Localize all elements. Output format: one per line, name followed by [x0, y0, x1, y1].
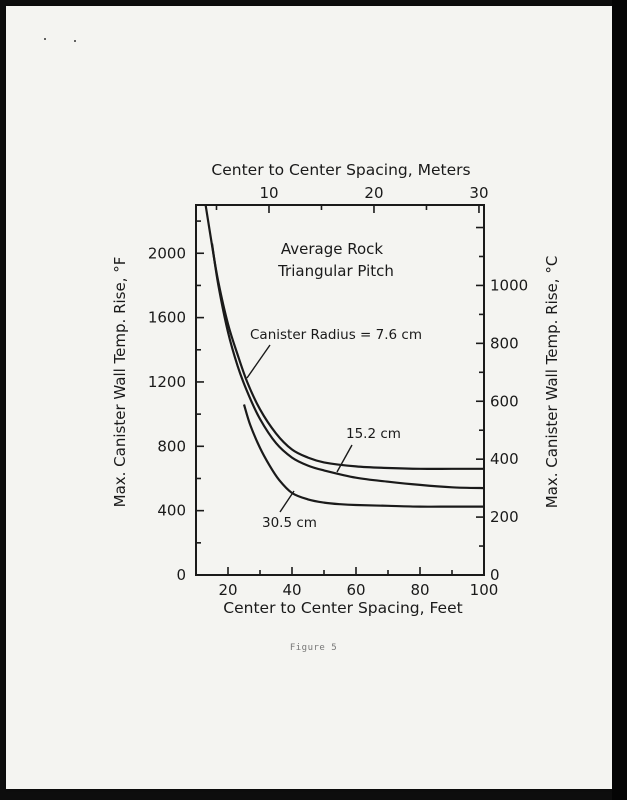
y2-tick-label: 600	[490, 392, 519, 411]
axis-ticks-group	[196, 205, 484, 575]
labels-group	[111, 161, 561, 617]
y-tick-label: 1600	[147, 308, 186, 327]
leader-line-2	[337, 445, 352, 472]
x-tick-label: 80	[410, 581, 430, 599]
chart-title-line-2: Triangular Pitch	[278, 262, 394, 280]
chart-title-line-1: Average Rock	[280, 240, 384, 258]
y-tick-label: 2000	[147, 244, 186, 263]
y2-tick-label: 200	[490, 508, 519, 527]
series-line-3	[244, 405, 484, 507]
y-tick-label: 1200	[147, 372, 186, 391]
plot-frame	[196, 205, 484, 575]
leader-line-3	[280, 491, 294, 512]
x-axis-title: Center to Center Spacing, Feet	[223, 599, 463, 617]
x-tick-label: 60	[346, 581, 366, 599]
x-tick-label: 40	[282, 581, 302, 599]
leader-line-1	[247, 345, 270, 378]
series-label-3: 30.5 cm	[262, 515, 317, 531]
x2-tick-label: 30	[469, 184, 489, 202]
figure-caption: Figure 5	[289, 643, 338, 653]
y-tick-label: 0	[176, 566, 186, 584]
series-label-1: Canister Radius = 7.6 cm	[250, 327, 422, 343]
x-tick-label: 20	[218, 581, 238, 599]
y-tick-label: 400	[157, 501, 186, 520]
y-tick-label: 800	[157, 437, 186, 456]
plot-frame-group	[196, 205, 484, 575]
y2-tick-label: 0	[490, 566, 500, 584]
y2-tick-label: 1000	[490, 276, 529, 295]
y2-axis-title: Max. Canister Wall Temp. Rise, °C	[543, 255, 561, 509]
x-tick-label: 100	[469, 581, 499, 599]
y-axis-title: Max. Canister Wall Temp. Rise, °F	[111, 256, 129, 508]
series-label-2: 15.2 cm	[346, 426, 401, 442]
x2-tick-label: 20	[364, 184, 384, 202]
x2-tick-label: 10	[259, 184, 279, 202]
y2-tick-label: 800	[490, 334, 519, 353]
y2-tick-label: 400	[490, 450, 519, 469]
x2-axis-title: Center to Center Spacing, Meters	[211, 161, 471, 179]
